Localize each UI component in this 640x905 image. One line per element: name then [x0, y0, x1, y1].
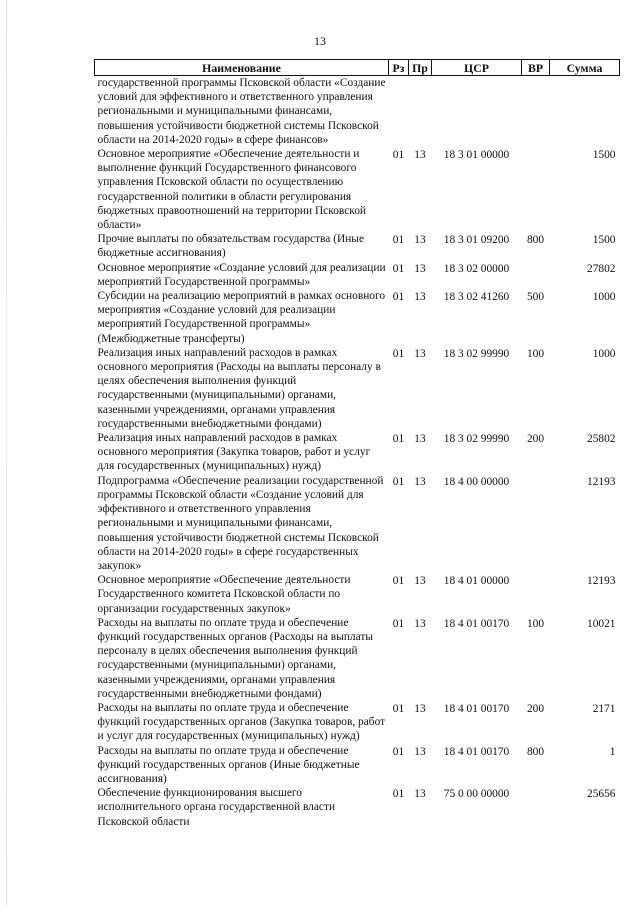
row-csr: 18 4 01 00170	[443, 702, 510, 715]
row-name: Расходы на выплаты по оплате труда и обеспечение функций государственных органов (Расходы на выплаты персоналу в целях обеспечения выполнения функций государственными (муниципальными) органами, казенными учреждениями, органами управления государственными внебюджетными фондами)	[97, 616, 373, 700]
row-vr	[522, 573, 550, 616]
table-row	[95, 76, 620, 148]
header-pr: Пр	[409, 60, 432, 76]
row-csr: 18 3 01 00000	[443, 149, 510, 162]
row-vr	[522, 147, 550, 232]
row-rz: 01	[392, 745, 405, 758]
row-vr: 500	[526, 291, 545, 304]
table-row	[95, 346, 620, 431]
header-csr: ЦСР	[432, 60, 522, 76]
row-name: Обеспечение функционирования высшего исполнительного органа государственной власти Псковской области	[97, 787, 336, 828]
row-pr: 13	[414, 702, 426, 715]
row-name: государственной программы Псковской области «Создание условий для эффективного и ответственного управления региональными и муниципальными финансами, повышения устойчивости бюджетной системы Псковской области на 2014-2020 годы» в сфере финансов»	[97, 77, 386, 146]
page-number: 13	[314, 34, 326, 48]
row-rz: 01	[392, 475, 405, 488]
row-name: Подпрограмма «Обеспечение реализации государственной программы Псковской области «Создание условий для эффективного и ответственного управления региональными и муниципальными финансами, повышения устойчивости бюджетной системы Псковской области на 2014-2020 годы» в сфере государственных закупок»	[97, 474, 384, 572]
row-rz: 01	[392, 702, 405, 715]
row-csr	[432, 76, 522, 148]
row-name: Реализация иных направлений расходов в рамках основного мероприятия (Расходы на выплаты персоналу в целях обеспечения выполнения функций государственными (муниципальными) органами, казенными учреждениями, органами управления государственными внебюджетными фондами)	[97, 346, 381, 430]
table-row	[95, 786, 620, 829]
row-sum: 25802	[587, 433, 616, 446]
row-rz: 01	[392, 149, 405, 162]
table-row	[95, 573, 620, 616]
row-vr	[522, 261, 550, 289]
row-pr: 13	[414, 745, 426, 758]
table-row	[95, 616, 620, 701]
row-csr: 18 4 00 00000	[443, 475, 510, 488]
row-pr: 13	[414, 262, 426, 275]
row-pr: 13	[414, 617, 426, 630]
budget-table	[94, 59, 620, 829]
row-vr: 100	[526, 617, 545, 630]
row-vr	[522, 76, 550, 148]
row-pr: 13	[414, 433, 426, 446]
row-sum: 10021	[587, 617, 616, 630]
row-pr: 13	[414, 475, 426, 488]
row-sum: 25656	[587, 788, 616, 801]
table-row	[95, 431, 620, 474]
table-row	[95, 232, 620, 260]
row-csr: 18 4 01 00170	[443, 617, 510, 630]
row-sum: 1	[609, 745, 616, 758]
row-vr: 200	[526, 702, 545, 715]
row-sum: 1500	[592, 149, 616, 162]
table-header	[95, 60, 620, 76]
row-name: Субсидии на реализацию мероприятий в рамках основного мероприятия «Создание условий для реализации мероприятий Государственной программы» (Межбюджетные трансферты)	[97, 290, 386, 345]
row-sum: 12193	[587, 575, 616, 588]
row-sum: 2171	[592, 702, 616, 715]
row-rz	[389, 76, 409, 148]
table-row	[95, 147, 620, 232]
table-body	[95, 76, 620, 829]
table-row	[95, 289, 620, 346]
row-sum: 1500	[592, 234, 616, 247]
row-csr: 18 3 02 99990	[443, 433, 510, 446]
row-name: Основное мероприятие «Обеспечение деятельности Государственного комитета Псковской области по организации государственных закупок»	[97, 574, 351, 615]
row-pr: 13	[414, 347, 426, 360]
row-rz: 01	[392, 234, 405, 247]
row-pr: 13	[414, 149, 426, 162]
header-rz: Рз	[389, 60, 409, 76]
row-rz: 01	[392, 262, 405, 275]
table-row	[95, 744, 620, 787]
row-pr: 13	[414, 234, 426, 247]
row-vr: 800	[526, 745, 545, 758]
row-rz: 01	[392, 347, 405, 360]
row-pr: 13	[414, 575, 426, 588]
row-csr: 18 3 02 99990	[443, 347, 510, 360]
row-csr: 18 3 02 41260	[443, 291, 510, 304]
row-rz: 01	[392, 291, 405, 304]
row-sum	[550, 76, 620, 148]
row-vr: 800	[526, 234, 545, 247]
row-name: Основное мероприятие «Создание условий для реализации мероприятий Государственной программы»	[97, 261, 386, 288]
row-vr	[522, 786, 550, 829]
table-row	[95, 701, 620, 744]
header-vr: ВР	[522, 60, 550, 76]
row-pr	[409, 76, 432, 148]
row-rz: 01	[392, 433, 405, 446]
row-csr: 18 3 02 00000	[443, 262, 510, 275]
header-name: Наименование	[95, 60, 389, 76]
row-sum: 1000	[592, 347, 616, 360]
row-rz: 01	[392, 575, 405, 588]
row-rz: 01	[392, 788, 405, 801]
row-sum: 1000	[592, 291, 616, 304]
table-row	[95, 474, 620, 573]
row-name: Расходы на выплаты по оплате труда и обеспечение функций государственных органов (Закупка товаров, работ и услуг для государственных (муниципальных) нужд)	[97, 701, 386, 743]
row-vr: 200	[526, 433, 545, 446]
row-csr: 18 3 01 09200	[443, 234, 510, 247]
header-row	[95, 60, 620, 76]
row-name: Расходы на выплаты по оплате труда и обеспечение функций государственных органов (Иные бюджетные ассигнования)	[97, 744, 360, 785]
row-csr: 18 4 01 00170	[443, 745, 510, 758]
row-pr: 13	[414, 291, 426, 304]
row-vr: 100	[526, 347, 545, 360]
row-name: Реализация иных направлений расходов в рамках основного мероприятия (Закупка товаров, работ и услуг для государственных (муниципальных) нужд)	[97, 432, 371, 473]
row-name: Основное мероприятие «Обеспечение деятельности и выполнение функций Государственного финансового управления Псковской области по осуществлению государственной политики в области регулирования бюджетных правоотношений на территории Псковской области»	[97, 148, 367, 232]
row-pr: 13	[414, 788, 426, 801]
row-sum: 12193	[587, 475, 616, 488]
row-rz: 01	[392, 617, 405, 630]
row-name: Прочие выплаты по обязательствам государства (Иные бюджетные ассигнования)	[97, 233, 365, 260]
row-csr: 75 0 00 00000	[443, 788, 510, 801]
row-csr: 18 4 01 00000	[443, 575, 510, 588]
table-row	[95, 261, 620, 289]
scan-edge	[6, 0, 7, 905]
header-sum: Сумма	[550, 60, 620, 76]
row-sum: 27802	[587, 262, 616, 275]
row-vr	[522, 474, 550, 573]
